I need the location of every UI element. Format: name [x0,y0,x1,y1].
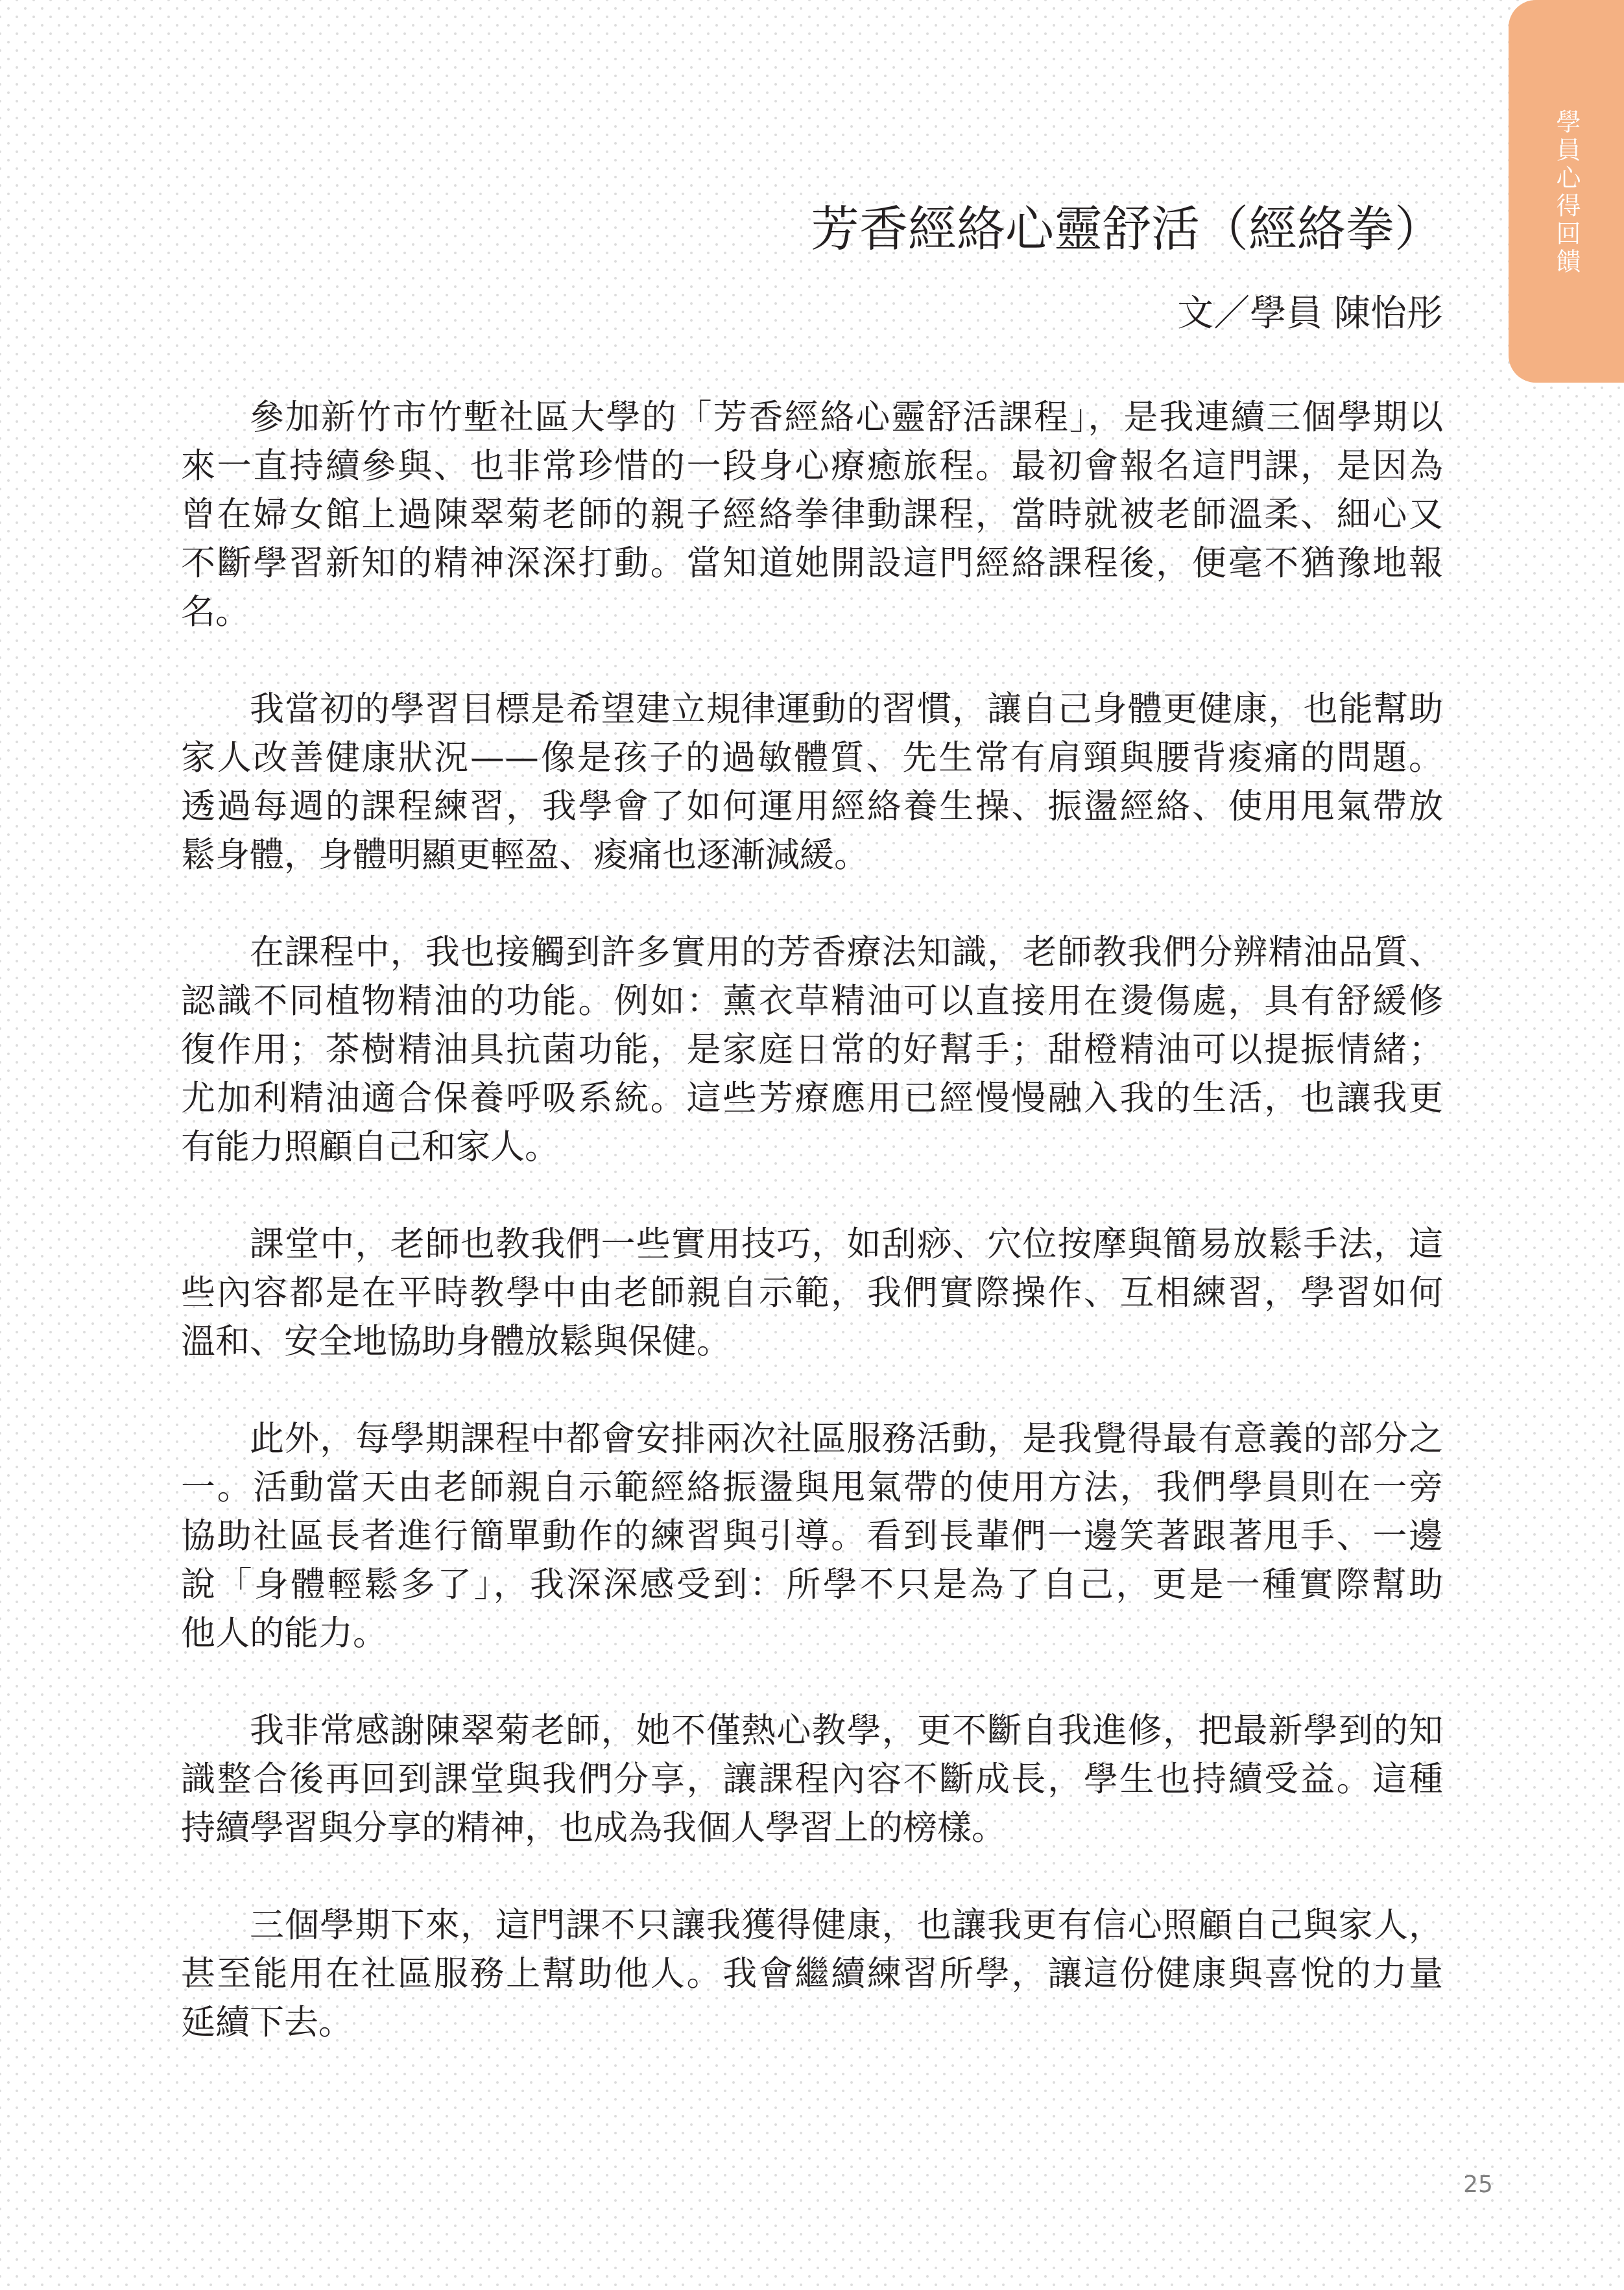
body-line: 有能力照顧自己和家人。 [181,1127,559,1167]
section-tab-label: 學員心得回饋 [1552,109,1581,276]
body-line: 認識不同植物精油的功能。例如：薰衣草精油可以直接用在燙傷處，具有舒緩修 [181,981,1443,1021]
body-line: 在課程中，我也接觸到許多實用的芳香療法知識，老師教我們分辨精油品質、 [250,933,1443,972]
body-line: 家人改善健康狀況——像是孩子的過敏體質、先生常有肩頸與腰背痠痛的問題。 [181,738,1443,778]
paragraph-4 [181,1220,1443,1366]
body-line: 不斷學習新知的精神深深打動。當知道她開設這門經絡課程後，便毫不猶豫地報 [181,543,1443,583]
body-line: 說「身體輕鬆多了」，我深深感受到：所學不只是為了自己，更是一種實際幫助 [181,1565,1443,1604]
paragraph-3 [181,928,1443,1171]
body-line: 一。活動當天由老師親自示範經絡振盪與甩氣帶的使用方法，我們學員則在一旁 [181,1468,1443,1507]
article-body [181,393,1443,2047]
body-line: 溫和、安全地協助身體放鬆與保健。 [181,1322,731,1361]
body-line: 鬆身體，身體明顯更輕盈、痠痛也逐漸減緩。 [181,835,868,875]
body-line: 些內容都是在平時教學中由老師親自示範，我們實際操作、互相練習，學習如何 [181,1273,1443,1313]
body-line: 名。 [181,592,250,632]
body-line: 他人的能力。 [181,1614,387,1653]
body-line: 我當初的學習目標是希望建立規律運動的習慣，讓自己身體更健康，也能幫助 [250,689,1443,729]
body-line: 課堂中，老師也教我們一些實用技巧，如刮痧、穴位按摩與簡易放鬆手法，這 [250,1224,1443,1264]
article-byline: 文／學員 陳怡彤 [1177,292,1443,335]
body-line: 復作用；茶樹精油具抗菌功能，是家庭日常的好幫手；甜橙精油可以提振情緒； [181,1030,1443,1069]
paragraph-6 [181,1706,1443,1852]
paragraph-5 [181,1414,1443,1658]
body-line: 來一直持續參與、也非常珍惜的一段身心療癒旅程。最初會報名這門課，是因為 [181,446,1443,486]
body-line: 延續下去。 [181,2003,353,2042]
body-line: 我非常感謝陳翠菊老師，她不僅熱心教學，更不斷自我進修，把最新學到的知 [250,1711,1443,1750]
page-number: 25 [1463,2171,1493,2198]
body-line: 協助社區長者進行簡單動作的練習與引導。看到長輩們一邊笑著跟著甩手、一邊 [181,1516,1443,1556]
paragraph-1 [181,393,1443,636]
body-line: 曾在婦女館上過陳翠菊老師的親子經絡拳律動課程，當時就被老師溫柔、細心又 [181,495,1443,534]
section-tab-label-wrap [1509,109,1624,279]
body-line: 識整合後再回到課堂與我們分享，讓課程內容不斷成長，學生也持續受益。這種 [181,1759,1443,1799]
paragraph-7 [181,1901,1443,2047]
body-line: 尤加利精油適合保養呼吸系統。這些芳療應用已經慢慢融入我的生活，也讓我更 [181,1079,1443,1118]
body-line: 三個學期下來，這門課不只讓我獲得健康，也讓我更有信心照顧自己與家人， [250,1905,1443,1945]
body-line: 甚至能用在社區服務上幫助他人。我會繼續練習所學，讓這份健康與喜悅的力量 [181,1954,1443,1994]
article-title: 芳香經絡心靈舒活（經絡拳） [810,200,1443,257]
section-tab [1509,0,1624,383]
body-line: 透過每週的課程練習，我學會了如何運用經絡養生操、振盪經絡、使用甩氣帶放 [181,787,1443,826]
paragraph-2 [181,685,1443,879]
body-line: 此外，每學期課程中都會安排兩次社區服務活動，是我覺得最有意義的部分之 [250,1419,1443,1459]
body-line: 持續學習與分享的精神，也成為我個人學習上的榜樣。 [181,1808,1006,1848]
body-line: 參加新竹市竹塹社區大學的「芳香經絡心靈舒活課程」，是我連續三個學期以 [250,398,1443,437]
